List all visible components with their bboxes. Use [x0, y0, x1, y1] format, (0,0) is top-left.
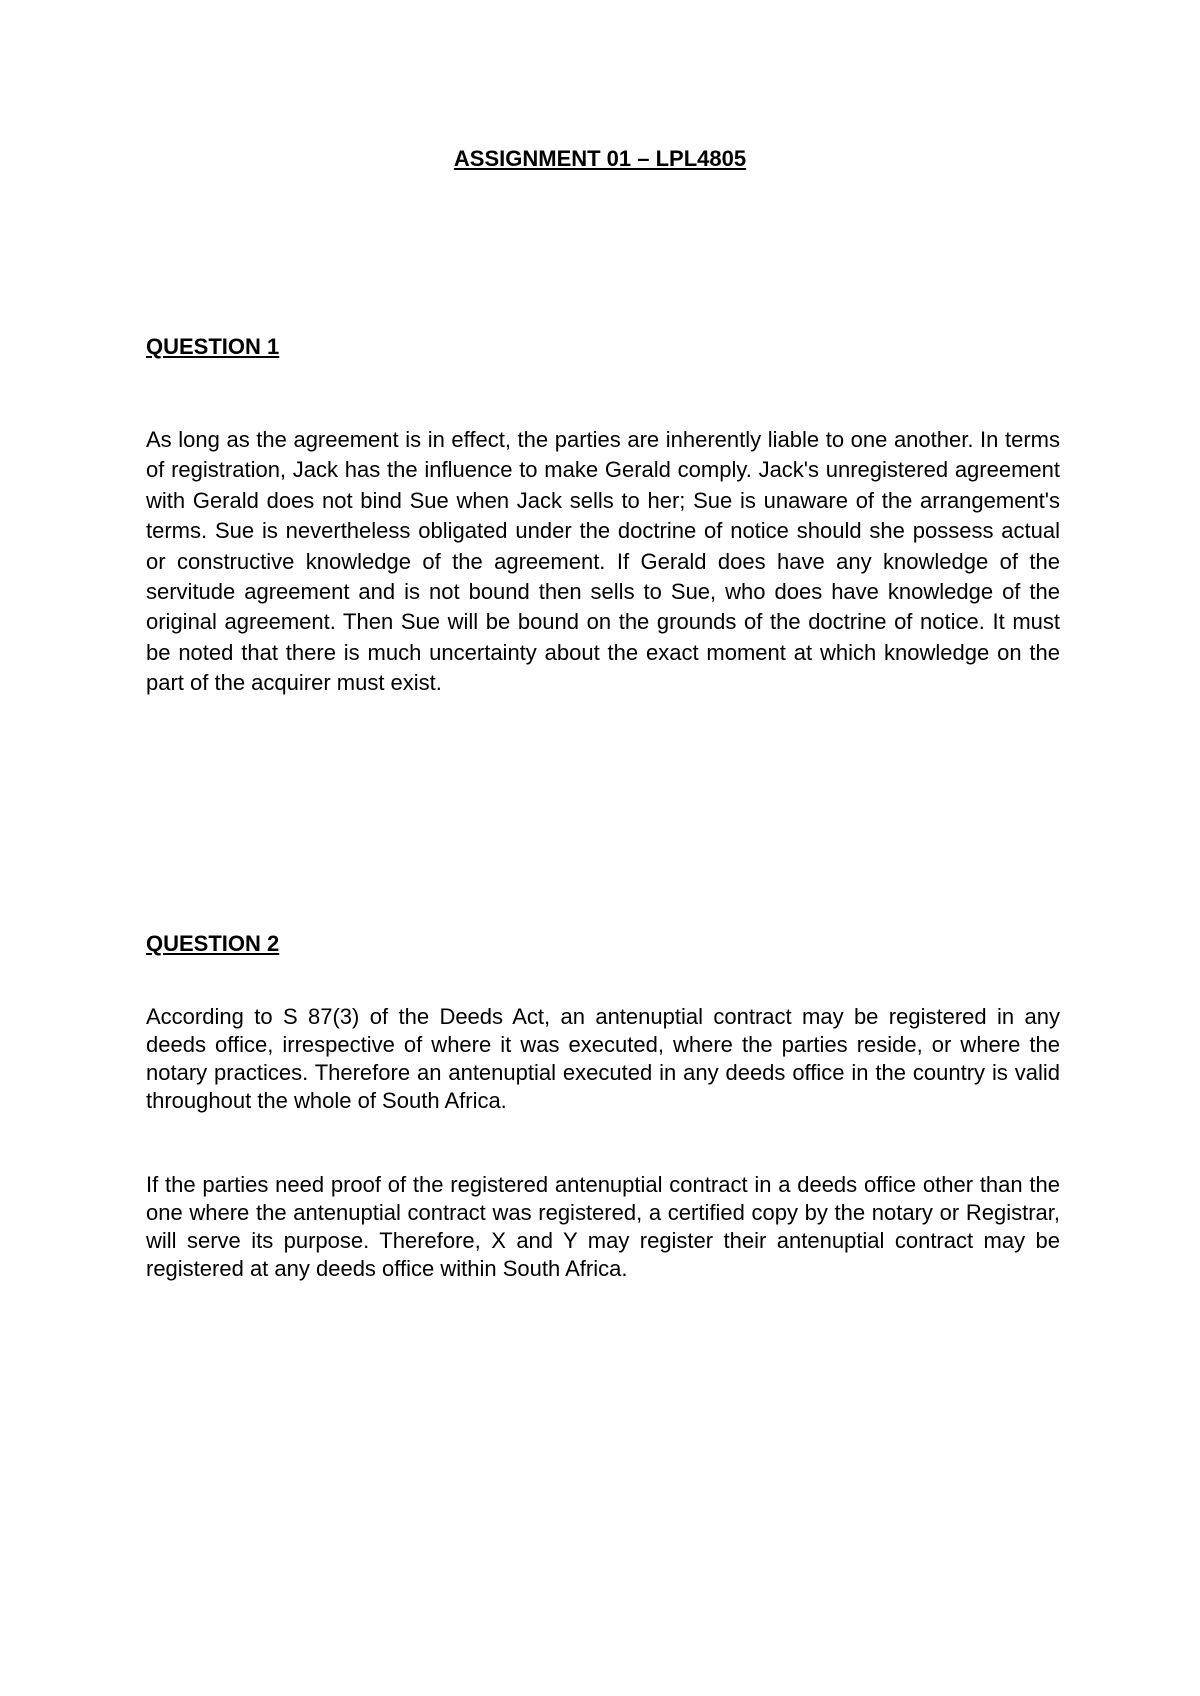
document-title: ASSIGNMENT 01 – LPL4805	[453, 146, 747, 171]
question-1-answer-paragraph: As long as the agreement is in effect, the parties are inherently liable to one another. In terms of registration, Jack has the influence to make Gerald comply. Jack's unregistered agreement with Gerald does not bind Sue when Jack sells to her; Sue is unaware of the arrangement's terms. Sue is nevertheless obligated under the doctrine of notice should she possess actual or constructive knowledge of the agreement. If Gerald does have any knowledge of the servitude agreement and is not bound then sells to Sue, who does have knowledge of the original agreement. Then Sue will be bound on the grounds of the doctrine of notice. It must be noted that there is much uncertainty about the exact moment at which knowledge on the part of the acquirer must exist.	[146, 427, 1060, 696]
question-2-heading: QUESTION 2	[146, 931, 280, 956]
question-2-answer-paragraph-1: According to S 87(3) of the Deeds Act, an antenuptial contract may be registered in any deeds office, irrespective of where it was executed, where the parties reside, or where the notary practices. Therefore an antenuptial executed in any deeds office in the country is valid throughout the whole of South Africa.	[146, 1004, 1060, 1113]
question-1-heading: QUESTION 1	[146, 334, 280, 359]
question-2-answer-paragraph-2: If the parties need proof of the registered antenuptial contract in a deeds office other than the one where the antenuptial contract was registered, a certified copy by the notary or Registrar, will serve its purpose. Therefore, X and Y may register their antenuptial contract may be registered at any deeds office within South Africa.	[146, 1172, 1060, 1281]
